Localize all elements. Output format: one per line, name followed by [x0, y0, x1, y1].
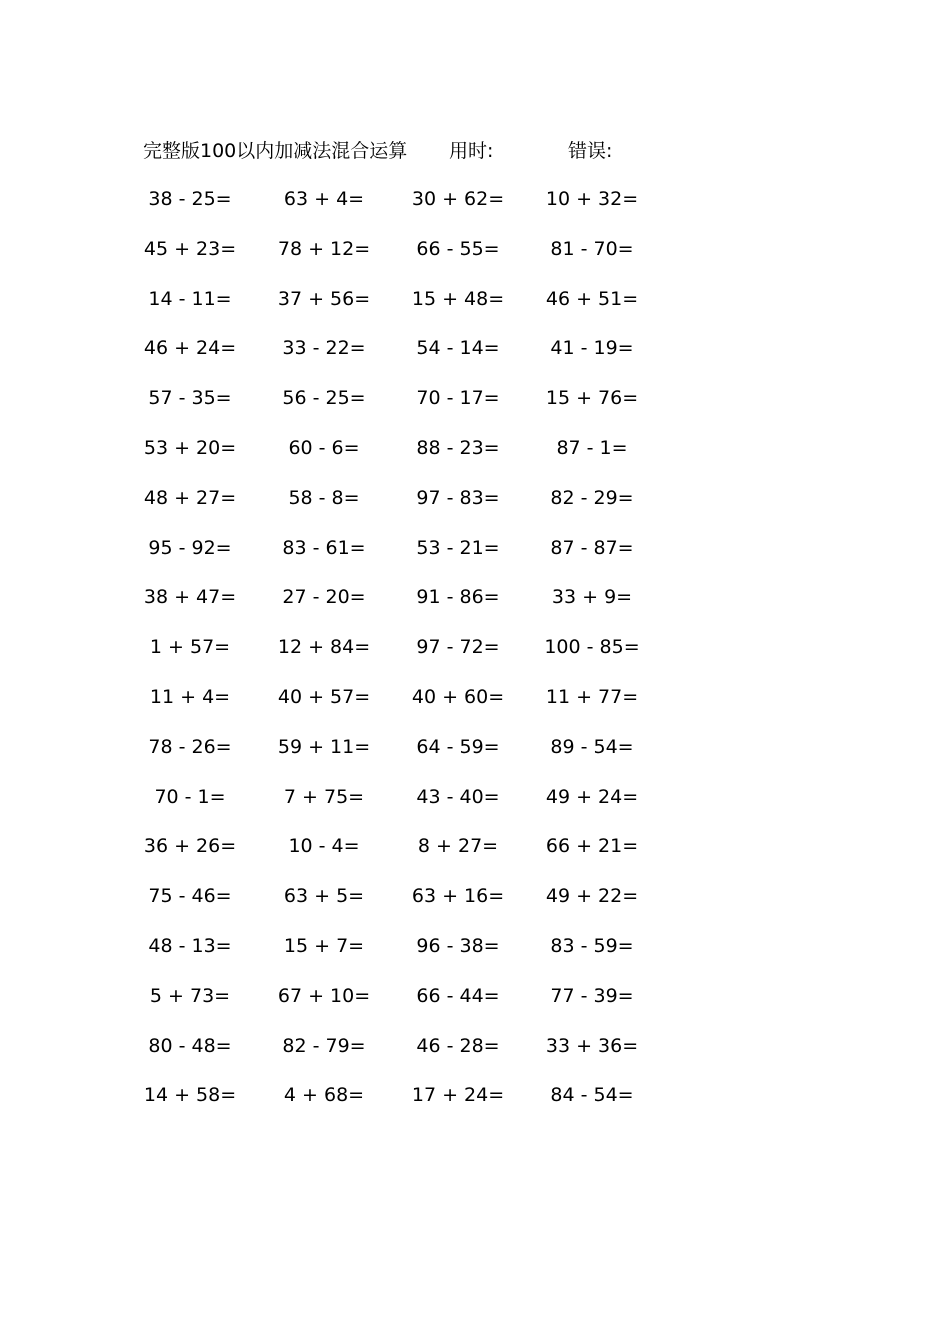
math-problem: 87 - 1= [556, 436, 628, 459]
problem-row [0, 427, 950, 477]
math-problem: 40 + 60= [411, 685, 505, 708]
math-problem: 49 + 24= [545, 785, 639, 808]
math-problem: 10 + 32= [545, 188, 639, 210]
math-problem: 37 + 56= [277, 287, 371, 310]
problem-row [0, 975, 950, 1025]
math-problem: 15 + 7= [283, 934, 365, 957]
math-problem: 12 + 84= [277, 636, 371, 659]
problem-row [0, 278, 950, 328]
math-problem: 46 - 28= [416, 1034, 500, 1057]
math-problem: 58 - 8= [288, 486, 360, 509]
problem-row [0, 776, 950, 826]
problem-row [0, 377, 950, 427]
math-problem: 97 - 83= [416, 486, 500, 509]
math-problem: 38 + 47= [143, 586, 237, 609]
math-problem: 66 - 55= [416, 237, 500, 260]
math-problem: 53 + 20= [143, 436, 237, 459]
error-count-label: 错误: [568, 140, 613, 162]
math-problem: 87 - 87= [550, 536, 634, 559]
math-problem: 41 - 19= [550, 337, 634, 360]
math-problem: 33 - 22= [282, 337, 366, 360]
math-problem: 1 + 57= [149, 636, 231, 659]
math-problem: 66 + 21= [545, 835, 639, 858]
math-problem: 10 - 4= [288, 835, 360, 858]
math-problem: 36 + 26= [143, 835, 237, 858]
math-problem: 81 - 70= [550, 237, 634, 260]
math-problem: 27 - 20= [282, 586, 366, 609]
math-problem: 30 + 62= [411, 188, 505, 210]
math-problem: 14 + 58= [143, 1084, 237, 1107]
math-problem: 84 - 54= [550, 1084, 634, 1107]
math-problem: 78 + 12= [277, 237, 371, 260]
math-problem: 82 - 29= [550, 486, 634, 509]
math-problem: 70 - 17= [416, 387, 500, 410]
problem-row [0, 527, 950, 577]
math-problem: 57 - 35= [148, 387, 232, 410]
math-problem: 46 + 24= [143, 337, 237, 360]
math-problem: 63 + 4= [283, 188, 365, 210]
problem-row [0, 1074, 950, 1124]
problem-row [0, 825, 950, 875]
problem-row [0, 576, 950, 626]
math-problem: 11 + 4= [149, 685, 231, 708]
math-problem: 53 - 21= [416, 536, 500, 559]
math-problem: 63 + 5= [283, 885, 365, 908]
math-problem: 80 - 48= [148, 1034, 232, 1057]
math-problem: 8 + 27= [417, 835, 499, 858]
problem-row [0, 178, 950, 228]
math-problem: 49 + 22= [545, 885, 639, 908]
math-problem: 5 + 73= [149, 984, 231, 1007]
worksheet-header [0, 136, 950, 166]
math-problem: 48 + 27= [143, 486, 237, 509]
problem-row [0, 477, 950, 527]
problem-row [0, 925, 950, 975]
math-problem: 15 + 76= [545, 387, 639, 410]
math-problem: 96 - 38= [416, 934, 500, 957]
math-problem: 14 - 11= [148, 287, 232, 310]
math-problem: 88 - 23= [416, 436, 500, 459]
math-problem: 15 + 48= [411, 287, 505, 310]
math-problem: 70 - 1= [154, 785, 226, 808]
problem-row [0, 626, 950, 676]
math-problem: 45 + 23= [143, 237, 237, 260]
math-problem: 77 - 39= [550, 984, 634, 1007]
math-problem: 33 + 9= [551, 586, 633, 609]
time-used-label: 用时: [449, 140, 494, 162]
math-problem: 43 - 40= [416, 785, 500, 808]
math-problem: 46 + 51= [545, 287, 639, 310]
problem-row [0, 875, 950, 925]
math-problem: 54 - 14= [416, 337, 500, 360]
math-problem: 64 - 59= [416, 735, 500, 758]
math-problem: 95 - 92= [148, 536, 232, 559]
math-problem: 17 + 24= [411, 1084, 505, 1107]
math-problem: 48 - 13= [148, 934, 232, 957]
math-problem: 83 - 59= [550, 934, 634, 957]
math-problem: 11 + 77= [545, 685, 639, 708]
math-problem: 38 - 25= [148, 188, 232, 210]
math-problem: 83 - 61= [282, 536, 366, 559]
problem-row [0, 228, 950, 278]
math-problem: 40 + 57= [277, 685, 371, 708]
problem-grid [0, 178, 950, 1124]
math-problem: 89 - 54= [550, 735, 634, 758]
math-problem: 66 - 44= [416, 984, 500, 1007]
math-problem: 56 - 25= [282, 387, 366, 410]
math-problem: 4 + 68= [283, 1084, 365, 1107]
worksheet-title: 完整版100以内加减法混合运算 [143, 140, 408, 162]
problem-row [0, 327, 950, 377]
math-problem: 33 + 36= [545, 1034, 639, 1057]
problem-row [0, 1025, 950, 1075]
math-problem: 60 - 6= [288, 436, 360, 459]
math-problem: 82 - 79= [282, 1034, 366, 1057]
math-problem: 7 + 75= [283, 785, 365, 808]
math-problem: 75 - 46= [148, 885, 232, 908]
math-problem: 67 + 10= [277, 984, 371, 1007]
math-problem: 97 - 72= [416, 636, 500, 659]
math-problem: 78 - 26= [148, 735, 232, 758]
math-problem: 100 - 85= [544, 636, 640, 659]
problem-row [0, 726, 950, 776]
problem-row [0, 676, 950, 726]
math-problem: 59 + 11= [277, 735, 371, 758]
math-problem: 63 + 16= [411, 885, 505, 908]
math-problem: 91 - 86= [416, 586, 500, 609]
